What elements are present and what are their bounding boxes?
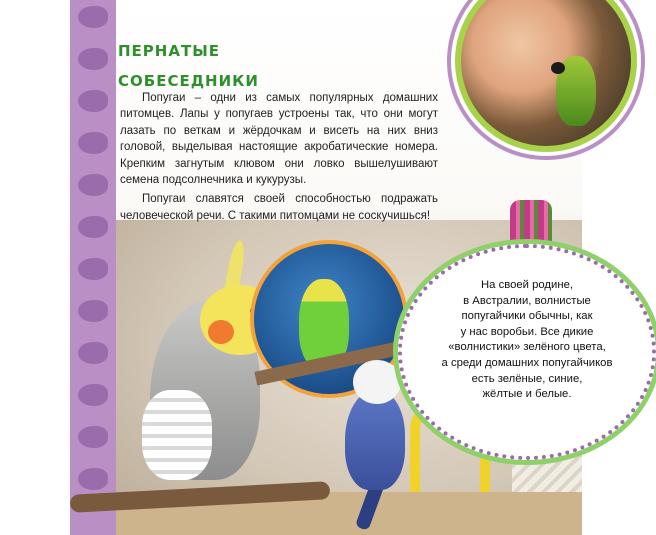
fact-callout-bubble [398,244,656,460]
hamster-icon [78,258,108,280]
dog-icon [78,426,108,448]
title-line: собеседники [118,67,259,91]
page-title [118,34,259,94]
paragraph: Попугаи славятся своей способностью подражать человеческой речи. С такими питомцами не соскучишься! [120,193,438,222]
cat-icon [78,90,108,112]
callout-line: попугайчики обычны, как [461,310,593,323]
callout-line: в Австралии, волнистые [463,294,591,307]
callout-text [424,278,630,403]
cat-icon [78,384,108,406]
callout-line: На своей родине, [481,279,573,291]
callout-line: у нас воробьи. Все дикие [460,325,594,338]
body-text [120,90,438,224]
callout-line: «волнистики» зелёного цвета, [448,341,606,354]
title-line: пернатые [118,37,220,61]
parrot-icon [78,300,108,322]
fish-icon [78,48,108,70]
book-page [70,0,613,535]
budgie-body [345,390,405,490]
parrot-beak [551,62,565,74]
cockatiel-wing [142,390,212,480]
callout-line: есть зелёные, синие, [471,372,583,385]
snail-icon [78,216,108,238]
paragraph: Попугаи – одни из самых популярных домашних питомцев. Лапы у попугаев устроены так, что они могут лазать по веткам и жёрдочкам и висеть на них вниз головой, выделывая настоящие акробатические номера. Крепким загнутым клювом они ловко вышелушивают семена подсолнечника и кукурузы. [120,92,438,187]
frog-icon [78,342,108,364]
animal-silhouette-strip [70,0,116,535]
callout-line: а среди домашних попугайчиков [441,356,613,369]
dog-icon [78,174,108,196]
fish-icon [78,468,108,490]
budgie-head [353,360,401,404]
girl-with-parrot-photo [455,0,637,152]
cockatiel-cheek [208,320,234,344]
rabbit-icon [78,132,108,154]
callout-line: жёлтые и белые. [482,388,572,401]
spider-icon [78,6,108,28]
